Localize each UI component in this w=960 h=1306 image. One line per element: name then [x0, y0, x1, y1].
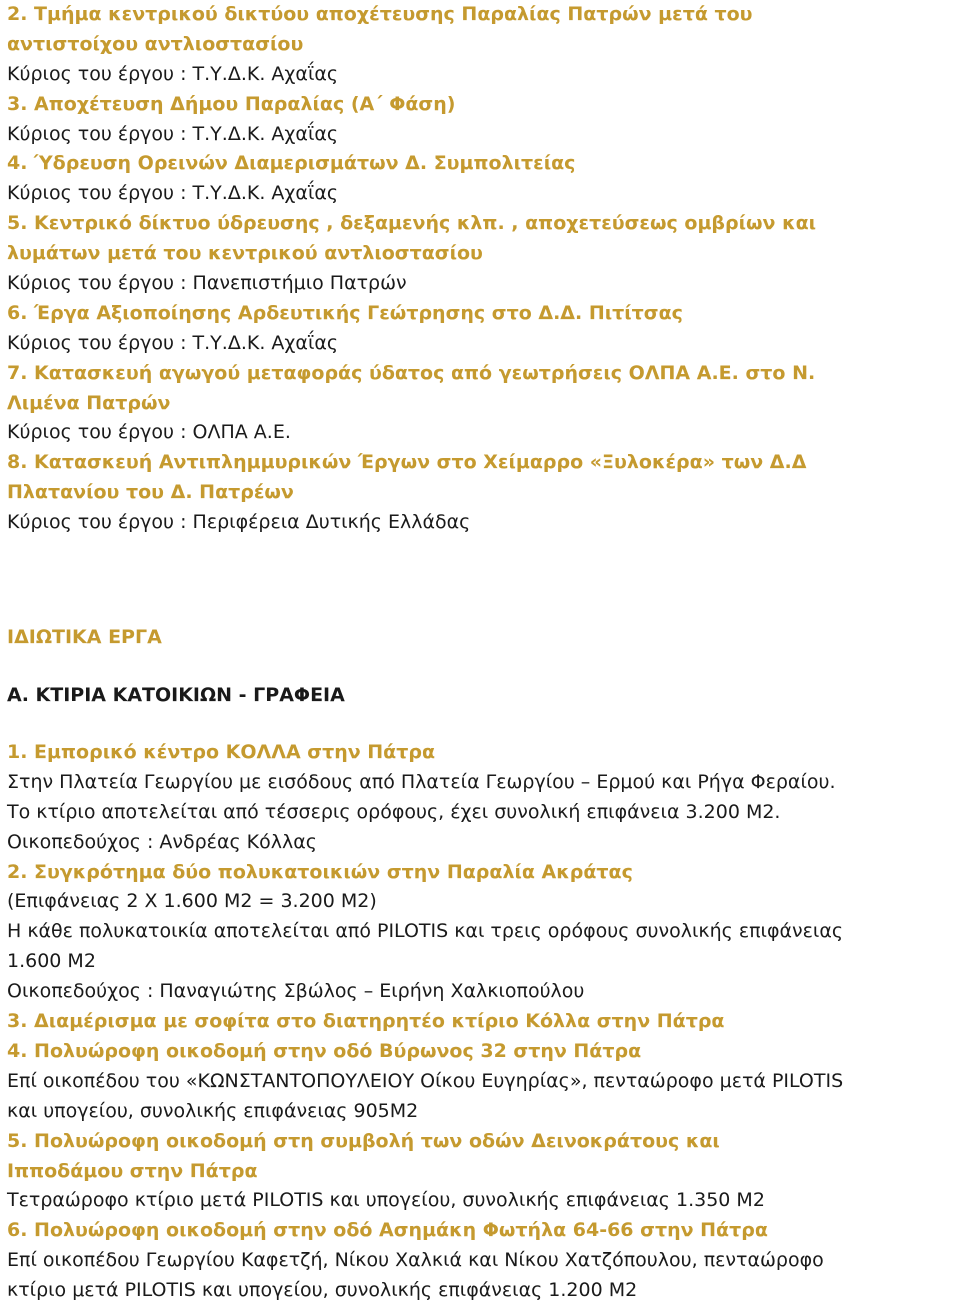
project-description-line: κτίριο μετά PILOTIS και υπογείου, συνολικής επιφάνειας 1.200 Μ2	[7, 1279, 638, 1302]
project-description-line: 1.600 Μ2	[7, 950, 96, 973]
project-title-line: Ιπποδάμου στην Πάτρα	[7, 1159, 258, 1182]
project-owner-line: Κύριος του έργου : Τ.Υ.Δ.Κ. Αχαΐας	[7, 331, 338, 354]
project-title-line: 2. Τμήμα κεντρικού δικτύου αποχέτευσης Παραλίας Πατρών μετά του	[7, 3, 753, 25]
project-title-line: 5. Κεντρικό δίκτυο ύδρευσης , δεξαμενής κλπ. , αποχετεύσεως ομβρίων και	[7, 212, 817, 235]
project-title-line: 3. Αποχέτευση Δήμου Παραλίας (Α΄ Φάση)	[7, 92, 456, 115]
project-title-line: 6. Πολυώροφη οικοδομή στην οδό Ασημάκη Φωτήλα 64-66 στην Πάτρα	[7, 1219, 768, 1242]
project-description-line: Στην Πλατεία Γεωργίου με εισόδους από Πλατεία Γεωργίου – Ερμού και Ρήγα Φεραίου.	[7, 770, 836, 793]
project-owner-line: Κύριος του έργου : Περιφέρεια Δυτικής Ελλάδας	[7, 511, 471, 534]
project-description-line: Τετραώροφο κτίριο μετά PILOTIS και υπογείου, συνολικής επιφάνειας 1.350 Μ2	[7, 1189, 765, 1212]
public-projects-section	[7, 0, 957, 538]
project-title-line: 3. Διαμέρισμα με σοφίτα στο διατηρητέο κτίριο Κόλλα στην Πάτρα	[7, 1010, 725, 1033]
project-title-line: Λιμένα Πατρών	[7, 391, 171, 414]
project-title-line: 2. Συγκρότημα δύο πολυκατοικιών στην Παραλία Ακράτας	[7, 860, 633, 883]
project-owner-line: Κύριος του έργου : Πανεπιστήμιο Πατρών	[7, 272, 407, 295]
project-title-line: 4. Πολυώροφη οικοδομή στην οδό Βύρωνος 32 στην Πάτρα	[7, 1039, 642, 1062]
project-description-line: Η κάθε πολυκατοικία αποτελείται από PILOTIS και τρεις ορόφους συνολικής επιφάνειας	[7, 920, 844, 943]
project-title-line: 8. Κατασκευή Αντιπλημμυρικών Έργων στο Χείμαρρο «Ξυλοκέρα» των Δ.Δ	[7, 451, 807, 474]
project-owner-line: Κύριος του έργου : Τ.Υ.Δ.Κ. Αχαΐας	[7, 62, 338, 85]
section-heading: ΙΔΙΩΤΙΚΑ ΕΡΓΑ	[7, 626, 162, 649]
project-title-line: 5. Πολυώροφη οικοδομή στη συμβολή των οδών Δεινοκράτους και	[7, 1129, 720, 1152]
project-title-line: λυμάτων μετά του κεντρικού αντλιοστασίου	[7, 242, 483, 265]
project-owner-line: Οικοπεδούχος : Ανδρέας Κόλλας	[7, 830, 317, 853]
document-page	[7, 0, 957, 1306]
section-spacer	[7, 538, 957, 622]
project-owner-line: Κύριος του έργου : Τ.Υ.Δ.Κ. Αχαΐας	[7, 122, 338, 145]
project-description-line: Επί οικοπέδου Γεωργίου Καφετζή, Νίκου Χαλκιά και Νίκου Χατζόπουλου, πενταώροφο	[7, 1249, 824, 1272]
project-title-line: αντιστοίχου αντλιοστασίου	[7, 32, 304, 55]
project-title-line: Πλατανίου του Δ. Πατρέων	[7, 481, 294, 504]
category-heading: Α. ΚΤΙΡΙΑ ΚΑΤΟΙΚΙΩΝ - ΓΡΑΦΕΙΑ	[7, 684, 345, 707]
project-description-line: και υπογείου, συνολικής επιφάνειας 905Μ2	[7, 1099, 419, 1122]
project-owner-line: Κύριος του έργου : ΟΛΠΑ Α.Ε.	[7, 421, 291, 444]
project-title-line: 1. Εμπορικό κέντρο ΚΟΛΛΑ στην Πάτρα	[7, 741, 436, 764]
project-description-line: Επί οικοπέδου του «ΚΩΝΣΤΑΝΤΟΠΟΥΛΕΙΟΥ Οίκου Ευγηρίας», πενταώροφο μετά PILOTIS	[7, 1069, 844, 1092]
project-title-line: 4. Ύδρευση Ορεινών Διαμερισμάτων Δ. Συμπολιτείας	[7, 152, 576, 175]
project-title-line: 6. Έργα Αξιοποίησης Αρδευτικής Γεώτρησης στο Δ.Δ. Πιτίτσας	[7, 301, 683, 324]
heading-spacer	[7, 710, 957, 738]
project-description-line: Το κτίριο αποτελείται από τέσσερις ορόφους, έχει συνολική επιφάνεια 3.200 Μ2.	[7, 800, 781, 823]
private-projects-section	[7, 622, 957, 1306]
project-owner-line: Οικοπεδούχος : Παναγιώτης Σβώλος – Ειρήνη Χαλκιοπούλου	[7, 980, 585, 1003]
project-title-line: 7. Κατασκευή αγωγού μεταφοράς ύδατος από γεωτρήσεις ΟΛΠΑ Α.Ε. στο Ν.	[7, 361, 816, 384]
project-description-line: (Επιφάνειας 2 Χ 1.600 Μ2 = 3.200 Μ2)	[7, 890, 377, 913]
project-owner-line: Κύριος του έργου : Τ.Υ.Δ.Κ. Αχαΐας	[7, 182, 338, 205]
